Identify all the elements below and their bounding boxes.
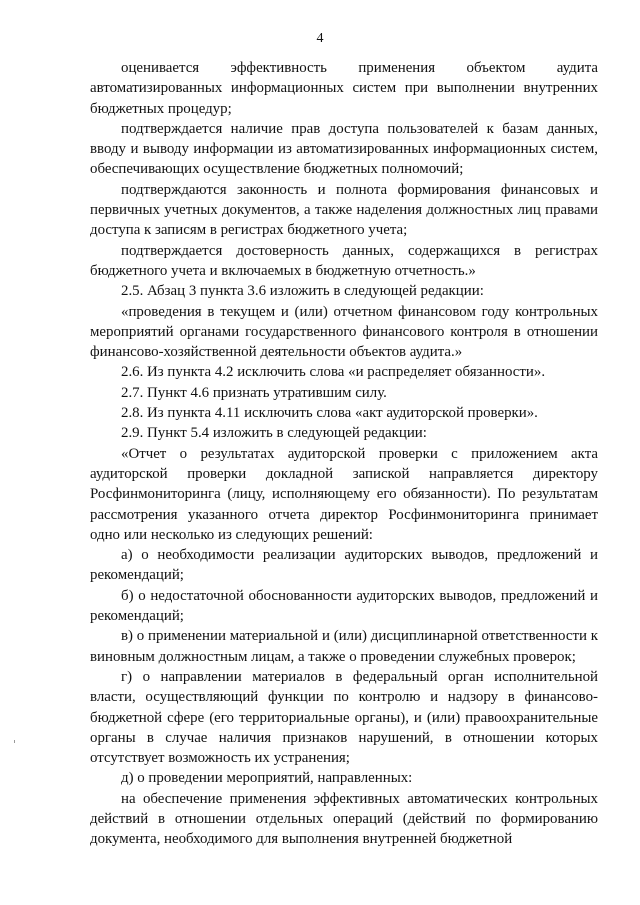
paragraph: «Отчет о результатах аудиторской проверки с приложением акта аудиторской проверки докладной запиской направляется директору Росфинмониторинга (лицу, исполняющему его обязанности). По результатам рассмотрения указанного отчета директор Росфинмониторинга принимает одно или несколько из следующих решений: xyxy=(90,445,598,543)
paragraph: д) о проведении мероприятий, направленных: xyxy=(121,770,413,787)
paragraph: 2.8. Из пункта 4.11 исключить слова «акт аудиторской проверки». xyxy=(121,405,538,422)
paragraph: подтверждается достоверность данных, содержащихся в регистрах бюджетного учета и включаемых в бюджетную отчетность.» xyxy=(90,242,598,279)
paragraph: на обеспечение применения эффективных автоматических контрольных действий в отношении отдельных операций (действий по формированию документа, необходимого для выполнения внутренней бюджетной xyxy=(90,790,598,848)
paragraph: подтверждаются законность и полнота формирования финансовых и первичных учетных документов, а также наделения должностных лиц правами доступа к записям в регистрах бюджетного учета; xyxy=(90,181,598,239)
paragraph: 2.5. Абзац 3 пункта 3.6 изложить в следующей редакции: xyxy=(121,283,484,300)
paragraph: подтверждается наличие прав доступа пользователей к базам данных, вводу и выводу информации из автоматизированных информационных систем, обеспечивающих осуществление бюджетных полномочий; xyxy=(90,120,598,178)
page-number: 4 xyxy=(316,31,324,46)
paragraph: а) о необходимости реализации аудиторских выводов, предложений и рекомендаций; xyxy=(90,547,598,584)
paragraph: 2.9. Пункт 5.4 изложить в следующей редакции: xyxy=(121,425,427,442)
paragraph: 2.7. Пункт 4.6 признать утратившим силу. xyxy=(121,384,387,401)
paragraph: б) о недостаточной обоснованности аудиторских выводов, предложений и рекомендаций; xyxy=(90,587,598,625)
paragraph: в) о применении материальной и (или) дисциплинарной ответственности к виновным должностным лицам, а также о проведении служебных проверок; xyxy=(90,628,598,665)
paragraph: «проведения в текущем и (или) отчетном финансовом году контрольных мероприятий органами государственного финансового контроля в отношении финансово-хозяйственной деятельности объектов аудита.» xyxy=(90,303,598,361)
scan-artifact xyxy=(14,740,15,743)
paragraph: 2.6. Из пункта 4.2 исключить слова «и распределяет обязанности». xyxy=(121,364,546,381)
paragraph: оценивается эффективность применения объектом аудита автоматизированных информационных систем при выполнении внутренних бюджетных процедур; xyxy=(90,60,598,117)
document-body xyxy=(90,58,598,850)
paragraph: г) о направлении материалов в федеральный орган исполнительной власти, осуществляющий функции по контролю и надзору в финансово-бюджетной сфере (его территориальные органы), и (или) правоохранительные органы в случае наличия признаков нарушений, в отношении которых отсутствует возможность их устранения; xyxy=(90,668,598,767)
